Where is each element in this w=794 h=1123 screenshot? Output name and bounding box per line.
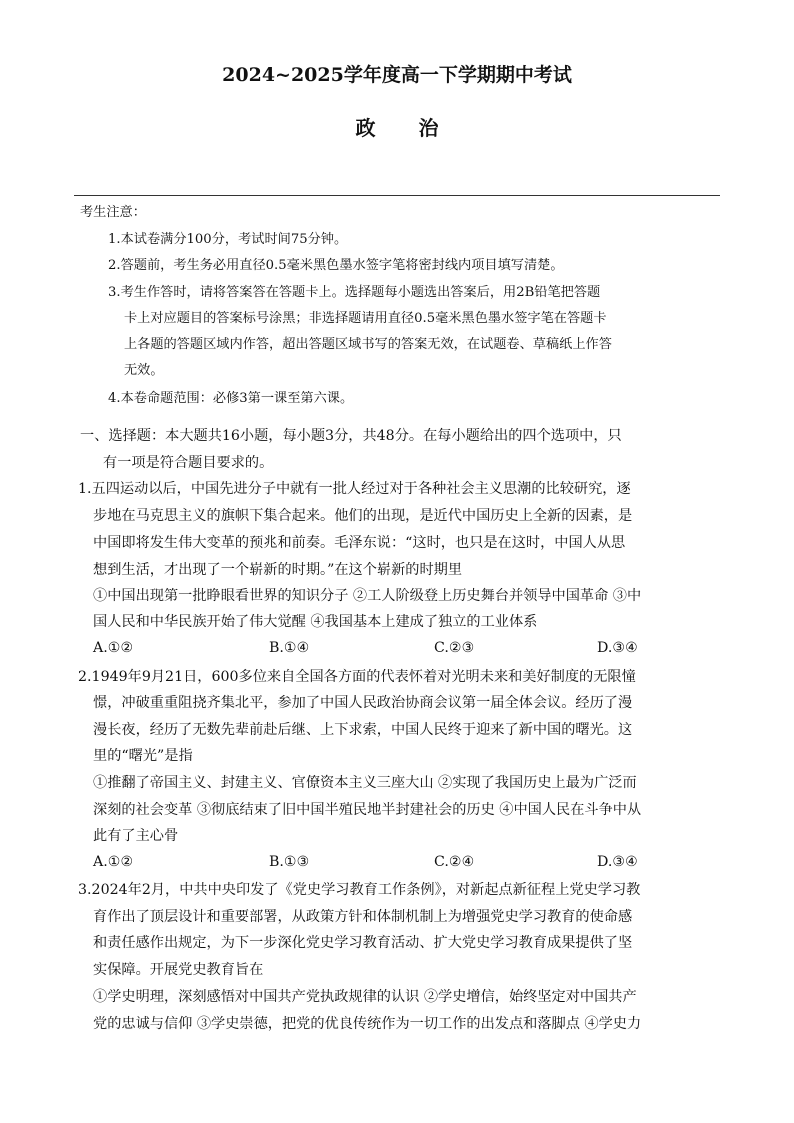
question-line: 漫长夜，经历了无数先辈前赴后继、上下求索，中国人民终于迎来了新中国的曙光。这 <box>93 722 633 738</box>
question-line: 实保障。开展党史教育旨在 <box>93 962 264 978</box>
option-b: B.①④ <box>269 640 310 656</box>
notice-line: 无效。 <box>124 363 164 378</box>
option-d: D.③④ <box>597 640 638 656</box>
question-line: ①学史明理，深刻感悟对中国共产党执政规律的认识 ②学史增信，始终坚定对中国共产 <box>93 989 637 1005</box>
question-line: 2.1949年9月21日，600多位来自全国各方面的代表怀着对光明未来和美好制度的无限憧 <box>78 669 636 685</box>
question-line: 步地在马克思主义的旗帜下集合起来。他们的出现，是近代中国历史上全新的因素，是 <box>93 508 633 524</box>
notice-heading: 考生注意： <box>80 205 146 220</box>
option-c: C.②④ <box>434 854 475 870</box>
question-line: 3.2024年2月，中共中央印发了《党史学习教育工作条例》，对新起点新征程上党史学习教 <box>78 882 641 898</box>
section-heading: 一、选择题：本大题共16小题，每小题3分，共48分。在每小题给出的四个选项中，只 <box>80 428 622 444</box>
notice-line: 卡上对应题目的答案标号涂黑；非选择题请用直径0.5毫米黑色墨水签字笔在答题卡 <box>124 311 607 326</box>
notice-line: 上各题的答题区域内作答，超出答题区域书写的答案无效，在试题卷、草稿纸上作答 <box>124 337 612 352</box>
notice-line: 3.考生作答时，请将答案答在答题卡上。选择题每小题选出答案后，用2B铅笔把答题 <box>108 285 601 300</box>
exam-title: 2024~2025学年度高一下学期期中考试 <box>222 64 572 86</box>
option-a: A.①② <box>93 640 134 656</box>
question-line: ①推翻了帝国主义、封建主义、官僚资本主义三座大山 ②实现了我国历史上最为广泛而 <box>93 775 637 791</box>
section-heading-cont: 有一项是符合题目要求的。 <box>103 455 274 471</box>
question-line: 深刻的社会变革 ③彻底结束了旧中国半殖民地半封建社会的历史 ④中国人民在斗争中从 <box>93 802 642 818</box>
notice-line: 1.本试卷满分100分，考试时间75分钟。 <box>108 232 348 247</box>
notice-line: 2.答题前，考生务必用直径0.5毫米黑色墨水签字笔将密封线内项目填写清楚。 <box>108 258 564 273</box>
question-line: 1.五四运动以后，中国先进分子中就有一批人经过对于各种社会主义思潮的比较研究，逐 <box>78 481 631 497</box>
question-line: 育作出了顶层设计和重要部署，从政策方针和体制机制上为增强党史学习教育的使命感 <box>93 909 633 925</box>
option-b: B.①③ <box>269 854 310 870</box>
subject-title: 政 治 <box>355 116 457 140</box>
question-line: 里的“曙光”是指 <box>93 748 193 764</box>
question-line: 此有了主心骨 <box>93 828 179 844</box>
question-line: 中国即将发生伟大变革的预兆和前奏。毛泽东说：“这时，也只是在这时，中国人从思 <box>93 535 626 551</box>
question-line: 和责任感作出规定，为下一步深化党史学习教育活动、扩大党史学习教育成果提供了坚 <box>93 935 633 951</box>
option-a: A.①② <box>93 854 134 870</box>
option-d: D.③④ <box>597 854 638 870</box>
header-divider <box>74 195 720 196</box>
question-line: 憬，冲破重重阻挠齐集北平，参加了中国人民政治协商会议第一届全体会议。经历了漫 <box>93 695 633 711</box>
question-line: ①中国出现第一批睁眼看世界的知识分子 ②工人阶级登上历史舞台并领导中国革命 ③中 <box>93 588 642 604</box>
notice-line: 4.本卷命题范围：必修3第一课至第六课。 <box>108 391 354 406</box>
option-c: C.②③ <box>434 640 475 656</box>
question-line: 党的忠诚与信仰 ③学史崇德，把党的优良传统作为一切工作的出发点和落脚点 ④学史力 <box>93 1016 642 1032</box>
question-line: 国人民和中华民族开始了伟大觉醒 ④我国基本上建成了独立的工业体系 <box>93 614 538 630</box>
question-line: 想到生活，才出现了一个崭新的时期。”在这个崭新的时期里 <box>93 562 463 578</box>
